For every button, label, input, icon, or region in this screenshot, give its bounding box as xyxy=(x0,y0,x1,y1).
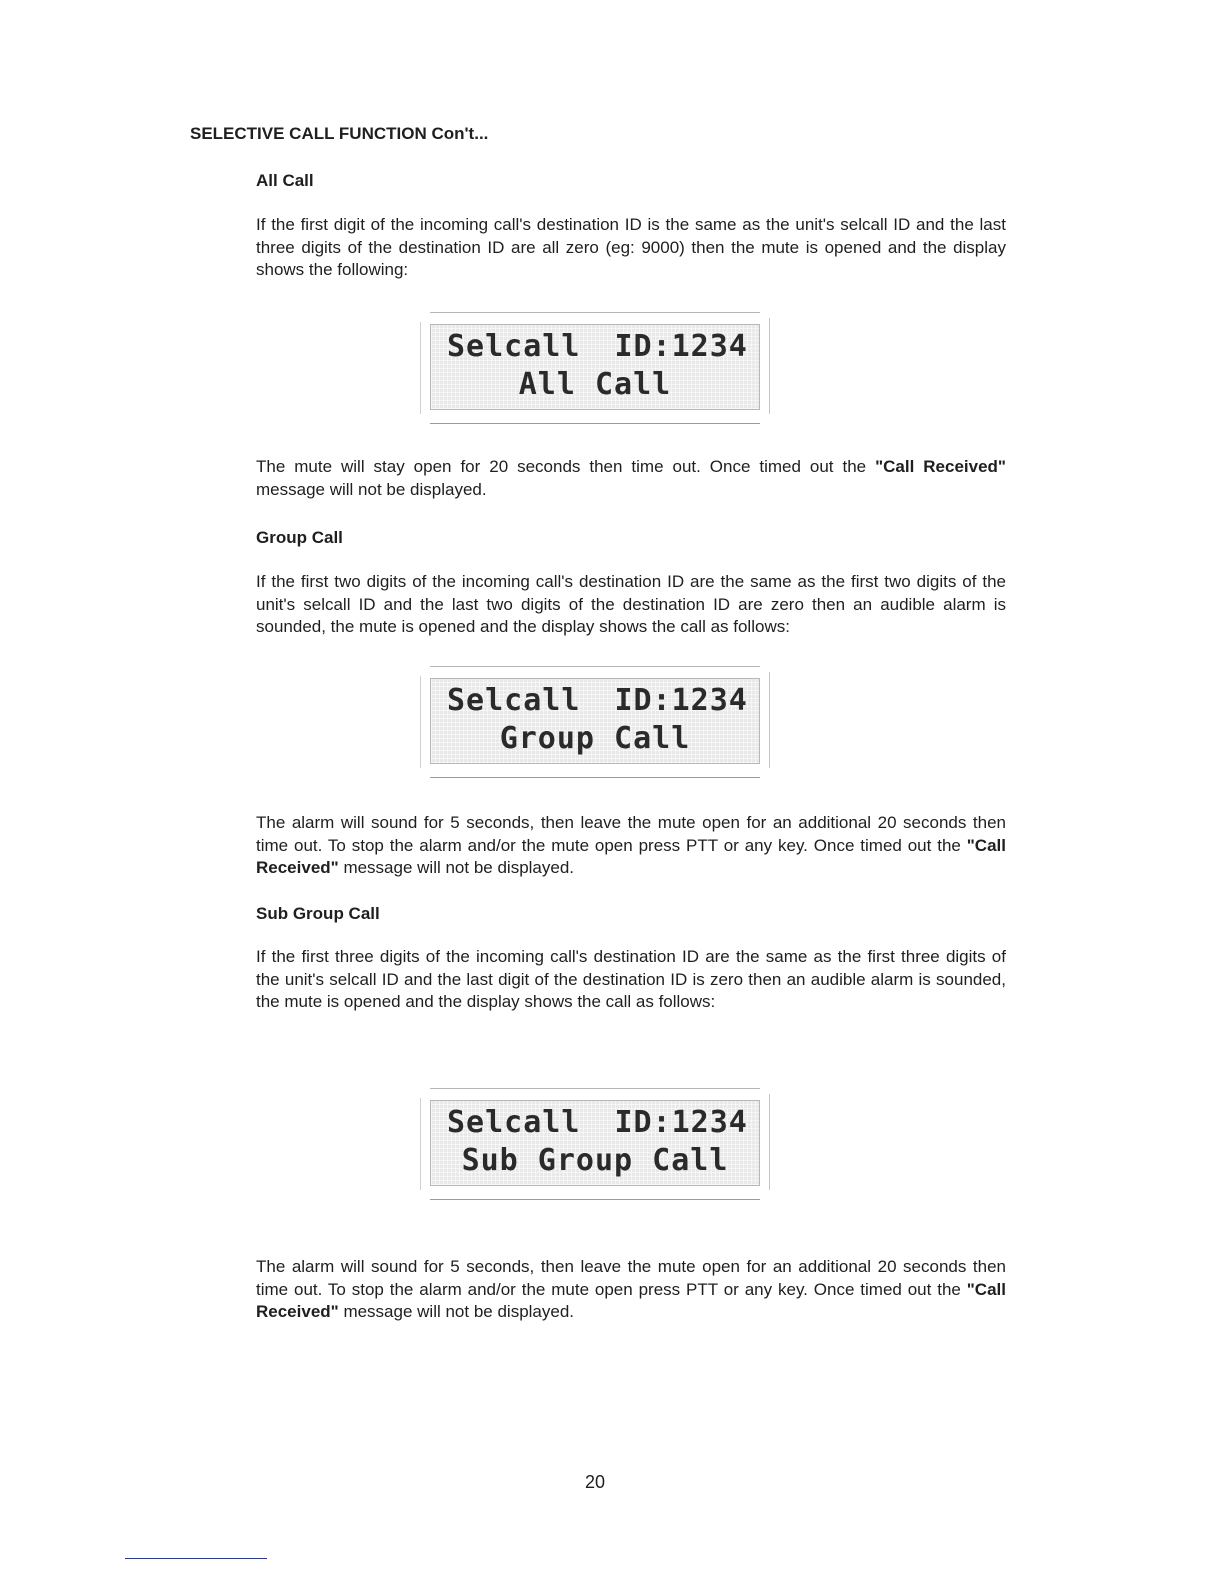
lcd-display-group-call xyxy=(420,666,770,778)
lcd-screen xyxy=(430,1100,760,1186)
group-call-after: The alarm will sound for 5 seconds, then leave the mute open for an additional 20 seconds then time out. To stop the alarm and/or the mute open press PTT or any key. Once timed out the "Call Received" message will not be displayed. xyxy=(256,813,1006,877)
section-title-all-call: All Call xyxy=(256,171,314,190)
page-heading: SELECTIVE CALL FUNCTION Con't... xyxy=(190,124,489,143)
lcd-line2: Sub Group Call xyxy=(461,1143,729,1178)
section-title-sub-group-call: Sub Group Call xyxy=(256,904,380,923)
call-received-emphasis: "Call Received" xyxy=(875,457,1006,476)
all-call-intro: If the first digit of the incoming call's destination ID is the same as the unit's selcall ID and the last three digits of the destination ID are all zero (eg: 9000) then the mute is opened and the display shows the following: xyxy=(256,215,1006,279)
lcd-screen xyxy=(430,324,760,410)
lcd-line1-right: ID:1234 xyxy=(614,683,748,718)
lcd-display-all-call xyxy=(420,312,770,424)
call-received-emphasis: "Call Received" xyxy=(256,835,1006,877)
section-title-group-call: Group Call xyxy=(256,528,343,547)
lcd-line1-right: ID:1234 xyxy=(614,1105,748,1140)
all-call-after: The mute will stay open for 20 seconds then time out. Once timed out the "Call Received" message will not be displayed. xyxy=(256,457,1006,499)
lcd-line2: All Call xyxy=(518,367,672,402)
lcd-line1-left: Selcall xyxy=(447,329,581,364)
lcd-display-sub-group-call xyxy=(420,1088,770,1200)
call-received-emphasis: "Call Received" xyxy=(256,1279,1006,1321)
sub-group-call-intro: If the first three digits of the incoming call's destination ID are the same as the first three digits of the unit's selcall ID and the last digit of the destination ID is zero then an audible alarm is sounded, the mute is opened and the display shows the call as follows: xyxy=(256,947,1006,1011)
sub-group-call-after: The alarm will sound for 5 seconds, then leave the mute open for an additional 20 seconds then time out. To stop the alarm and/or the mute open press PTT or any key. Once timed out the "Call Received" message will not be displayed. xyxy=(256,1257,1006,1321)
lcd-line1-left: Selcall xyxy=(447,683,581,718)
group-call-intro: If the first two digits of the incoming call's destination ID are the same as the first two digits of the unit's selcall ID and the last two digits of the destination ID are zero then an audible alarm is sounded, the mute is opened and the display shows the call as follows: xyxy=(256,572,1006,636)
lcd-line1-right: ID:1234 xyxy=(614,329,748,364)
lcd-line2: Group Call xyxy=(499,721,691,756)
lcd-line1-left: Selcall xyxy=(447,1105,581,1140)
lcd-screen xyxy=(430,678,760,764)
page-number: 20 xyxy=(585,1472,606,1492)
footer-rule xyxy=(125,1558,267,1559)
